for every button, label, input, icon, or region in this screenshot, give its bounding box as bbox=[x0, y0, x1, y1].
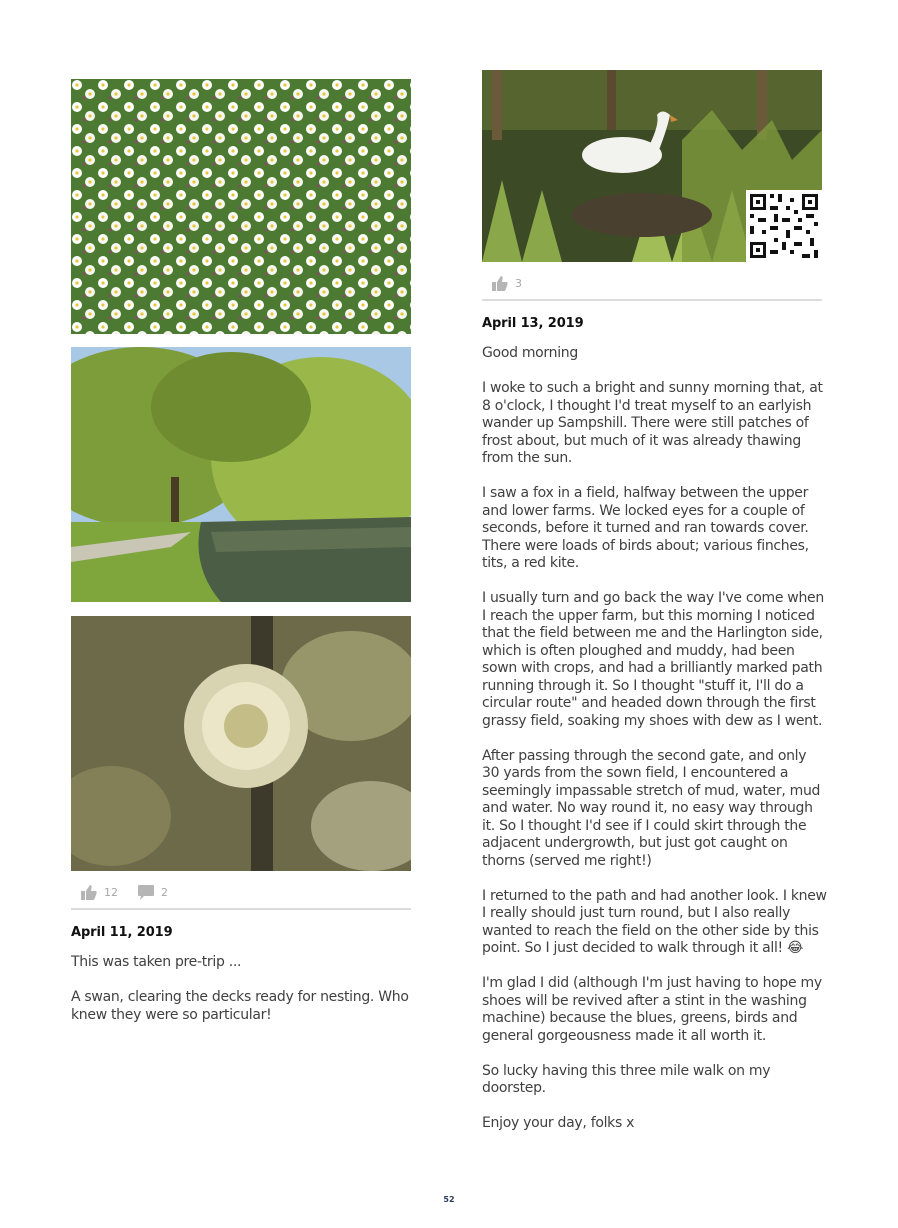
paragraph: I'm glad I did (although I'm just having to hope my shoes will be revived after a stint in the washing machine) because the blues, greens, birds and general gorgeousness made it all worth it. bbox=[482, 975, 822, 1044]
like-count: 3 bbox=[515, 276, 522, 290]
speech-bubble-icon bbox=[138, 885, 154, 900]
paragraph: Enjoy your day, folks x bbox=[482, 1115, 635, 1131]
paragraph: I returned to the path and had another look. I knew I really should just turn round, but I also really wanted to reach the field on the other side by this point. So I just decided to walk through it all! 😂 bbox=[482, 887, 827, 956]
paragraph: Good morning bbox=[482, 345, 578, 361]
paragraph: So lucky having this three mile walk on my doorstep. bbox=[482, 1062, 771, 1096]
thumbs-up-icon bbox=[81, 885, 97, 900]
left-divider bbox=[71, 908, 411, 910]
right-divider bbox=[482, 299, 822, 301]
catkin-flower-photo bbox=[71, 616, 411, 871]
comment-counter[interactable] bbox=[138, 885, 168, 900]
page-number: 52 bbox=[443, 1195, 455, 1204]
like-counter[interactable] bbox=[81, 885, 118, 900]
right-post-body bbox=[482, 345, 827, 1150]
left-post-body bbox=[71, 954, 416, 1042]
qr-code-icon bbox=[746, 190, 822, 262]
left-post-stats bbox=[81, 881, 188, 903]
comment-count: 2 bbox=[161, 885, 168, 899]
paragraph: A swan, clearing the decks ready for nesting. Who knew they were so particular! bbox=[71, 989, 409, 1023]
daisies-photo bbox=[71, 79, 411, 334]
paragraph: I woke to such a bright and sunny morning that, at 8 o'clock, I thought I'd treat myself to an earlyish wander up Sampshill. There were still patches of frost about, but much of it was already thawing from the sun. bbox=[482, 380, 823, 466]
right-post-stats bbox=[492, 272, 542, 294]
paragraph: This was taken pre-trip ... bbox=[71, 954, 242, 970]
thumbs-up-icon bbox=[492, 276, 508, 291]
paragraph: After passing through the second gate, and only 30 yards from the sown field, I encountered a seemingly impassable stretch of mud, water, mud and water. No way round it, no easy way through it. So I thought I'd see if I could skirt through the adjacent undergrowth, but just got caught on thorns (served me right!) bbox=[482, 747, 821, 869]
left-post-date: April 11, 2019 bbox=[71, 925, 173, 940]
like-counter[interactable] bbox=[492, 276, 522, 291]
swan-photo bbox=[482, 70, 822, 262]
willow-river-photo bbox=[71, 347, 411, 602]
right-post-date: April 13, 2019 bbox=[482, 316, 584, 331]
like-count: 12 bbox=[104, 885, 118, 899]
paragraph: I usually turn and go back the way I've come when I reach the upper farm, but this morning I noticed that the field between me and the Harlington side, which is often ploughed and muddy, had been sown with crops, and had a brilliantly marked path running through it. So I thought "stuff it, I'll do a circular route" and headed down through the first grassy field, soaking my shoes with dew as I went. bbox=[482, 590, 824, 729]
paragraph: I saw a fox in a field, halfway between the upper and lower farms. We locked eyes for a couple of seconds, before it turned and ran towards cover. There were loads of birds about; various finches, tits, a red kite. bbox=[482, 485, 809, 571]
